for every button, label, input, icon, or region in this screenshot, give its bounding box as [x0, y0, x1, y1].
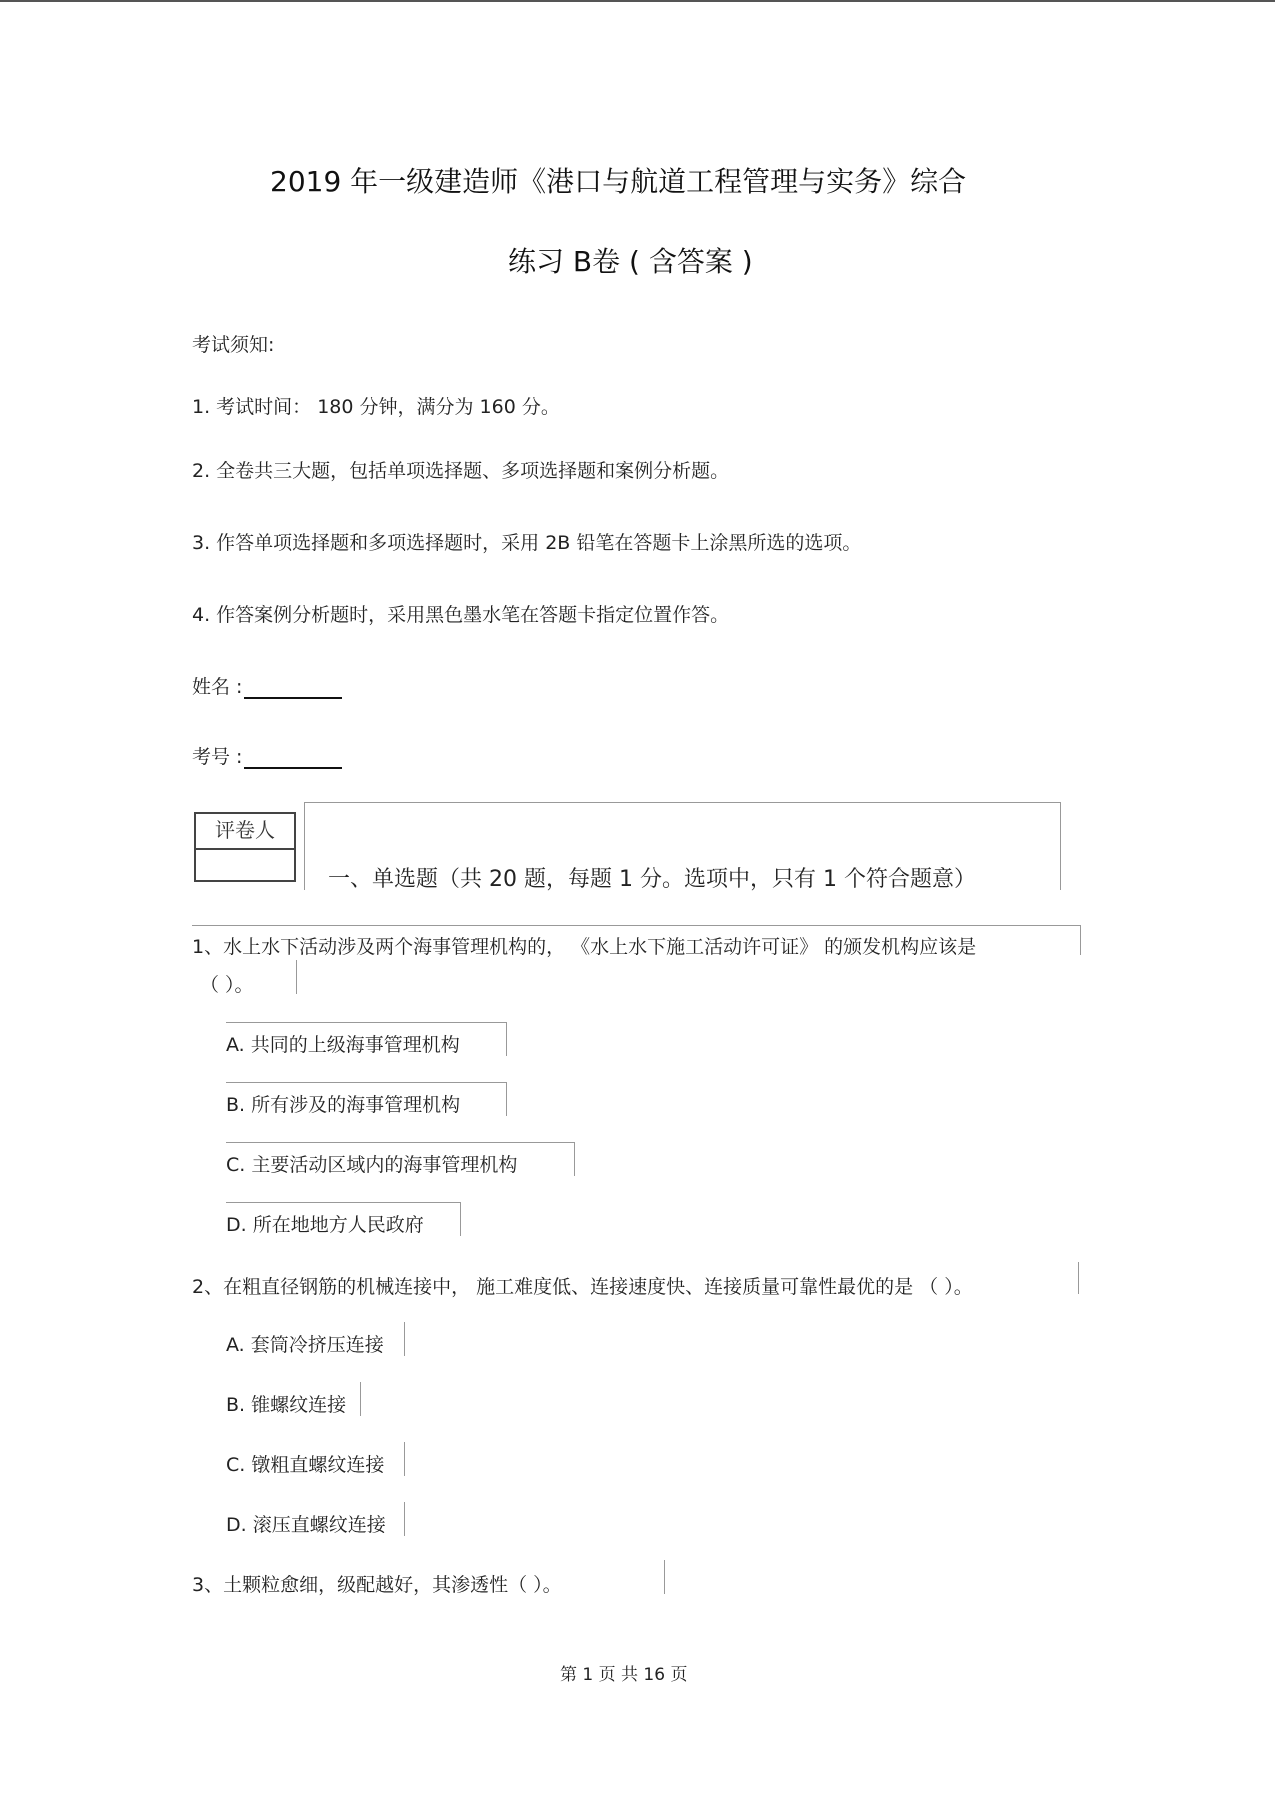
reviewer-signature-cell — [196, 850, 294, 882]
notice-item: 4. 作答案例分析题时，采用黑色墨水笔在答题卡指定位置作答。 — [192, 604, 730, 626]
q2-option-c[interactable]: C. 镦粗直螺纹连接 — [226, 1454, 385, 1476]
q2-option-b[interactable]: B. 锥螺纹连接 — [226, 1394, 347, 1416]
notice-item: 2. 全卷共三大题，包括单项选择题、多项选择题和案例分析题。 — [192, 460, 730, 482]
section-frame-top — [304, 802, 1060, 803]
name-underline — [244, 679, 342, 699]
reviewer-box — [194, 812, 296, 882]
q2-option-c-frame — [404, 1442, 405, 1476]
q1-option-c[interactable]: C. 主要活动区域内的海事管理机构 — [226, 1154, 518, 1176]
q2-option-d-frame — [404, 1502, 405, 1536]
q1-option-c-frame — [574, 1142, 575, 1176]
q1-option-d[interactable]: D. 所在地地方人民政府 — [226, 1214, 424, 1236]
section-frame-left — [304, 802, 305, 890]
q1-option-a-frame — [506, 1022, 507, 1056]
q1-option-b-frame — [506, 1082, 507, 1116]
notice-heading: 考试须知: — [192, 334, 275, 356]
q1-option-a-frame — [226, 1022, 506, 1023]
q1-option-c-frame — [226, 1142, 574, 1143]
exam-id-underline — [244, 749, 342, 769]
q2-option-d[interactable]: D. 滚压直螺纹连接 — [226, 1514, 386, 1536]
exam-id-field[interactable] — [192, 742, 342, 769]
q1-option-d-frame — [460, 1202, 461, 1236]
q2-option-a[interactable]: A. 套筒冷挤压连接 — [226, 1334, 384, 1356]
q1-frame-top — [192, 925, 1080, 926]
page-title-line1: 2019 年一级建造师《港口与航道工程管理与实务》综合 — [270, 165, 967, 198]
name-field[interactable] — [192, 672, 342, 699]
q1-option-d-frame — [226, 1202, 460, 1203]
reviewer-label: 评卷人 — [196, 814, 294, 850]
notice-item: 3. 作答单项选择题和多项选择题时，采用 2B 铅笔在答题卡上涂黑所选的选项。 — [192, 532, 862, 554]
q2-option-b-frame — [360, 1382, 361, 1416]
name-label: 姓名 : — [192, 676, 243, 698]
section-title: 一、单选题（共 20 题，每题 1 分。选项中，只有 1 个符合题意） — [328, 867, 976, 892]
q1-option-a[interactable]: A. 共同的上级海事管理机构 — [226, 1034, 460, 1056]
q1-option-b[interactable]: B. 所有涉及的海事管理机构 — [226, 1094, 461, 1116]
page-title-line2: 练习 B卷 ( 含答案 ) — [508, 245, 753, 278]
notice-item: 1. 考试时间： 180 分钟，满分为 160 分。 — [192, 396, 560, 418]
page-number: 第 1 页 共 16 页 — [560, 1665, 688, 1685]
q2-option-a-frame — [404, 1322, 405, 1356]
question-1-stem-cont: （ ）。 — [200, 974, 254, 996]
q1-blank-frame — [296, 960, 297, 994]
q2-frame-right — [1078, 1262, 1079, 1294]
q1-frame-right — [1080, 925, 1081, 955]
exam-id-label: 考号 : — [192, 746, 243, 768]
q1-option-b-frame — [226, 1082, 506, 1083]
question-2-stem: 2、在粗直径钢筋的机械连接中， 施工难度低、连接速度快、连接质量可靠性最优的是 （ ）。 — [192, 1276, 973, 1298]
section-frame-right — [1060, 802, 1061, 890]
top-border — [0, 0, 1275, 2]
question-3-stem: 3、土颗粒愈细，级配越好，其渗透性（ ）。 — [192, 1574, 562, 1596]
q3-frame-right — [664, 1560, 665, 1594]
question-1-stem: 1、水上水下活动涉及两个海事管理机构的， 《水上水下施工活动许可证》 的颁发机构应该是 — [192, 936, 977, 958]
